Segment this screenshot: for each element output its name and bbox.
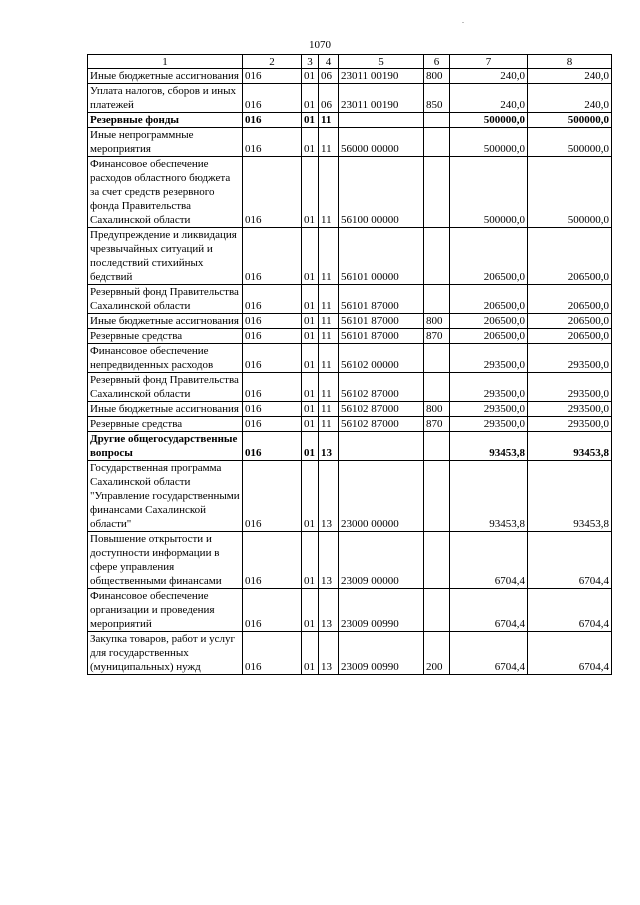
- row-amount-col7: 240,0: [450, 69, 528, 84]
- row-ved-code: 016: [243, 69, 302, 84]
- row-subsection-code: 13: [319, 589, 339, 632]
- table-row: [88, 373, 612, 402]
- row-target-code: 23009 00990: [339, 589, 424, 632]
- row-subsection-code: 13: [319, 461, 339, 532]
- row-name: Резервные фонды: [88, 113, 243, 128]
- table-row: [88, 113, 612, 128]
- table-row: [88, 157, 612, 228]
- row-amount-col8: 293500,0: [528, 417, 612, 432]
- row-ved-code: 016: [243, 461, 302, 532]
- row-expense-type-code: [424, 432, 450, 461]
- row-amount-col7: 6704,4: [450, 589, 528, 632]
- header-cell: 7: [450, 55, 528, 69]
- row-subsection-code: 06: [319, 69, 339, 84]
- header-cell: 5: [339, 55, 424, 69]
- page-number: 1070: [309, 39, 331, 51]
- corner-mark: .: [462, 16, 464, 25]
- row-amount-col7: 500000,0: [450, 157, 528, 228]
- row-ved-code: 016: [243, 128, 302, 157]
- row-amount-col7: 293500,0: [450, 402, 528, 417]
- row-ved-code: 016: [243, 632, 302, 675]
- row-expense-type-code: [424, 532, 450, 589]
- row-name: Закупка товаров, работ и услуг для государственных (муниципальных) нужд: [88, 632, 243, 675]
- table-row: [88, 329, 612, 344]
- row-name: Финансовое обеспечение расходов областного бюджета за счет средств резервного фонда Правительства Сахалинской области: [88, 157, 243, 228]
- row-subsection-code: 11: [319, 113, 339, 128]
- header-cell: 4: [319, 55, 339, 69]
- table-row: [88, 228, 612, 285]
- budget-table: [87, 54, 612, 675]
- row-ved-code: 016: [243, 344, 302, 373]
- row-amount-col7: 240,0: [450, 84, 528, 113]
- row-name: Резервный фонд Правительства Сахалинской области: [88, 285, 243, 314]
- row-name: Финансовое обеспечение непредвиденных расходов: [88, 344, 243, 373]
- row-ved-code: 016: [243, 285, 302, 314]
- row-target-code: [339, 432, 424, 461]
- row-ved-code: 016: [243, 314, 302, 329]
- table-row: [88, 632, 612, 675]
- table-row: [88, 417, 612, 432]
- row-ved-code: 016: [243, 432, 302, 461]
- row-target-code: 56102 87000: [339, 417, 424, 432]
- row-section-code: 01: [302, 329, 319, 344]
- row-expense-type-code: [424, 589, 450, 632]
- row-amount-col8: 293500,0: [528, 402, 612, 417]
- row-subsection-code: 13: [319, 632, 339, 675]
- table-row: [88, 461, 612, 532]
- header-cell: 8: [528, 55, 612, 69]
- row-target-code: 23009 00990: [339, 632, 424, 675]
- row-amount-col7: 93453,8: [450, 432, 528, 461]
- row-ved-code: 016: [243, 84, 302, 113]
- row-target-code: 56102 87000: [339, 373, 424, 402]
- row-amount-col7: 500000,0: [450, 113, 528, 128]
- row-ved-code: 016: [243, 157, 302, 228]
- row-expense-type-code: [424, 285, 450, 314]
- row-subsection-code: 11: [319, 128, 339, 157]
- row-subsection-code: 11: [319, 344, 339, 373]
- row-name: Государственная программа Сахалинской области "Управление государственными финансами Сахалинской области": [88, 461, 243, 532]
- row-target-code: [339, 113, 424, 128]
- row-target-code: 23000 00000: [339, 461, 424, 532]
- row-subsection-code: 11: [319, 285, 339, 314]
- table-row: [88, 128, 612, 157]
- row-name: Повышение открытости и доступности информации в сфере управления общественными финансами: [88, 532, 243, 589]
- row-amount-col7: 206500,0: [450, 314, 528, 329]
- table-row: [88, 285, 612, 314]
- row-section-code: 01: [302, 461, 319, 532]
- row-expense-type-code: 800: [424, 69, 450, 84]
- row-subsection-code: 11: [319, 402, 339, 417]
- row-target-code: 56101 00000: [339, 228, 424, 285]
- row-name: Иные бюджетные ассигнования: [88, 402, 243, 417]
- row-name: Иные бюджетные ассигнования: [88, 69, 243, 84]
- row-amount-col7: 293500,0: [450, 344, 528, 373]
- row-section-code: 01: [302, 128, 319, 157]
- row-amount-col8: 6704,4: [528, 532, 612, 589]
- row-section-code: 01: [302, 113, 319, 128]
- row-name: Финансовое обеспечение организации и проведения мероприятий: [88, 589, 243, 632]
- row-name: Резервные средства: [88, 417, 243, 432]
- header-row: [88, 55, 612, 69]
- table-row: [88, 532, 612, 589]
- row-amount-col8: 6704,4: [528, 589, 612, 632]
- row-expense-type-code: 800: [424, 314, 450, 329]
- row-ved-code: 016: [243, 373, 302, 402]
- row-expense-type-code: [424, 373, 450, 402]
- row-expense-type-code: 800: [424, 402, 450, 417]
- row-subsection-code: 11: [319, 157, 339, 228]
- row-amount-col8: 240,0: [528, 84, 612, 113]
- row-section-code: 01: [302, 532, 319, 589]
- row-section-code: 01: [302, 285, 319, 314]
- row-target-code: 56101 87000: [339, 329, 424, 344]
- row-ved-code: 016: [243, 329, 302, 344]
- row-amount-col8: 93453,8: [528, 432, 612, 461]
- row-expense-type-code: 870: [424, 329, 450, 344]
- row-ved-code: 016: [243, 532, 302, 589]
- row-amount-col7: 500000,0: [450, 128, 528, 157]
- row-subsection-code: 13: [319, 432, 339, 461]
- row-name: Иные бюджетные ассигнования: [88, 314, 243, 329]
- row-amount-col7: 6704,4: [450, 632, 528, 675]
- row-section-code: 01: [302, 228, 319, 285]
- row-ved-code: 016: [243, 417, 302, 432]
- row-amount-col8: 500000,0: [528, 128, 612, 157]
- header-cell: 3: [302, 55, 319, 69]
- row-target-code: 56000 00000: [339, 128, 424, 157]
- row-section-code: 01: [302, 632, 319, 675]
- row-amount-col8: 293500,0: [528, 344, 612, 373]
- row-subsection-code: 11: [319, 373, 339, 402]
- row-section-code: 01: [302, 157, 319, 228]
- row-ved-code: 016: [243, 589, 302, 632]
- row-ved-code: 016: [243, 113, 302, 128]
- table-row: [88, 69, 612, 84]
- row-target-code: 56102 87000: [339, 402, 424, 417]
- row-expense-type-code: [424, 228, 450, 285]
- row-ved-code: 016: [243, 228, 302, 285]
- row-subsection-code: 06: [319, 84, 339, 113]
- row-amount-col7: 93453,8: [450, 461, 528, 532]
- row-subsection-code: 11: [319, 417, 339, 432]
- row-section-code: 01: [302, 589, 319, 632]
- row-name: Другие общегосударственные вопросы: [88, 432, 243, 461]
- row-subsection-code: 13: [319, 532, 339, 589]
- row-target-code: 23011 00190: [339, 69, 424, 84]
- row-amount-col8: 206500,0: [528, 329, 612, 344]
- table-row: [88, 589, 612, 632]
- row-section-code: 01: [302, 402, 319, 417]
- row-amount-col8: 206500,0: [528, 285, 612, 314]
- header-cell: 6: [424, 55, 450, 69]
- row-expense-type-code: 870: [424, 417, 450, 432]
- row-target-code: 23009 00000: [339, 532, 424, 589]
- row-ved-code: 016: [243, 402, 302, 417]
- row-target-code: 56101 87000: [339, 314, 424, 329]
- row-target-code: 23011 00190: [339, 84, 424, 113]
- row-target-code: 56101 87000: [339, 285, 424, 314]
- row-expense-type-code: [424, 461, 450, 532]
- row-amount-col7: 206500,0: [450, 329, 528, 344]
- row-section-code: 01: [302, 314, 319, 329]
- row-name: Предупреждение и ликвидация чрезвычайных ситуаций и последствий стихийных бедствий: [88, 228, 243, 285]
- row-name: Резервный фонд Правительства Сахалинской области: [88, 373, 243, 402]
- row-target-code: 56100 00000: [339, 157, 424, 228]
- row-name: Резервные средства: [88, 329, 243, 344]
- row-expense-type-code: [424, 113, 450, 128]
- table-row: [88, 344, 612, 373]
- row-section-code: 01: [302, 344, 319, 373]
- table-row: [88, 314, 612, 329]
- row-expense-type-code: 850: [424, 84, 450, 113]
- row-subsection-code: 11: [319, 228, 339, 285]
- row-section-code: 01: [302, 432, 319, 461]
- table-row: [88, 432, 612, 461]
- row-name: Иные непрограммные мероприятия: [88, 128, 243, 157]
- row-amount-col7: 293500,0: [450, 373, 528, 402]
- row-section-code: 01: [302, 69, 319, 84]
- row-target-code: 56102 00000: [339, 344, 424, 373]
- row-amount-col8: 6704,4: [528, 632, 612, 675]
- row-amount-col7: 293500,0: [450, 417, 528, 432]
- row-section-code: 01: [302, 373, 319, 402]
- row-subsection-code: 11: [319, 314, 339, 329]
- row-amount-col8: 500000,0: [528, 113, 612, 128]
- row-amount-col8: 500000,0: [528, 157, 612, 228]
- row-amount-col7: 206500,0: [450, 228, 528, 285]
- row-amount-col7: 206500,0: [450, 285, 528, 314]
- header-cell: 2: [243, 55, 302, 69]
- row-section-code: 01: [302, 84, 319, 113]
- row-amount-col8: 93453,8: [528, 461, 612, 532]
- row-subsection-code: 11: [319, 329, 339, 344]
- row-amount-col7: 6704,4: [450, 532, 528, 589]
- row-name: Уплата налогов, сборов и иных платежей: [88, 84, 243, 113]
- row-expense-type-code: [424, 157, 450, 228]
- row-amount-col8: 206500,0: [528, 228, 612, 285]
- row-amount-col8: 293500,0: [528, 373, 612, 402]
- row-expense-type-code: [424, 344, 450, 373]
- table-row: [88, 402, 612, 417]
- row-expense-type-code: [424, 128, 450, 157]
- table-row: [88, 84, 612, 113]
- row-section-code: 01: [302, 417, 319, 432]
- row-expense-type-code: 200: [424, 632, 450, 675]
- header-cell: 1: [88, 55, 243, 69]
- row-amount-col8: 240,0: [528, 69, 612, 84]
- row-amount-col8: 206500,0: [528, 314, 612, 329]
